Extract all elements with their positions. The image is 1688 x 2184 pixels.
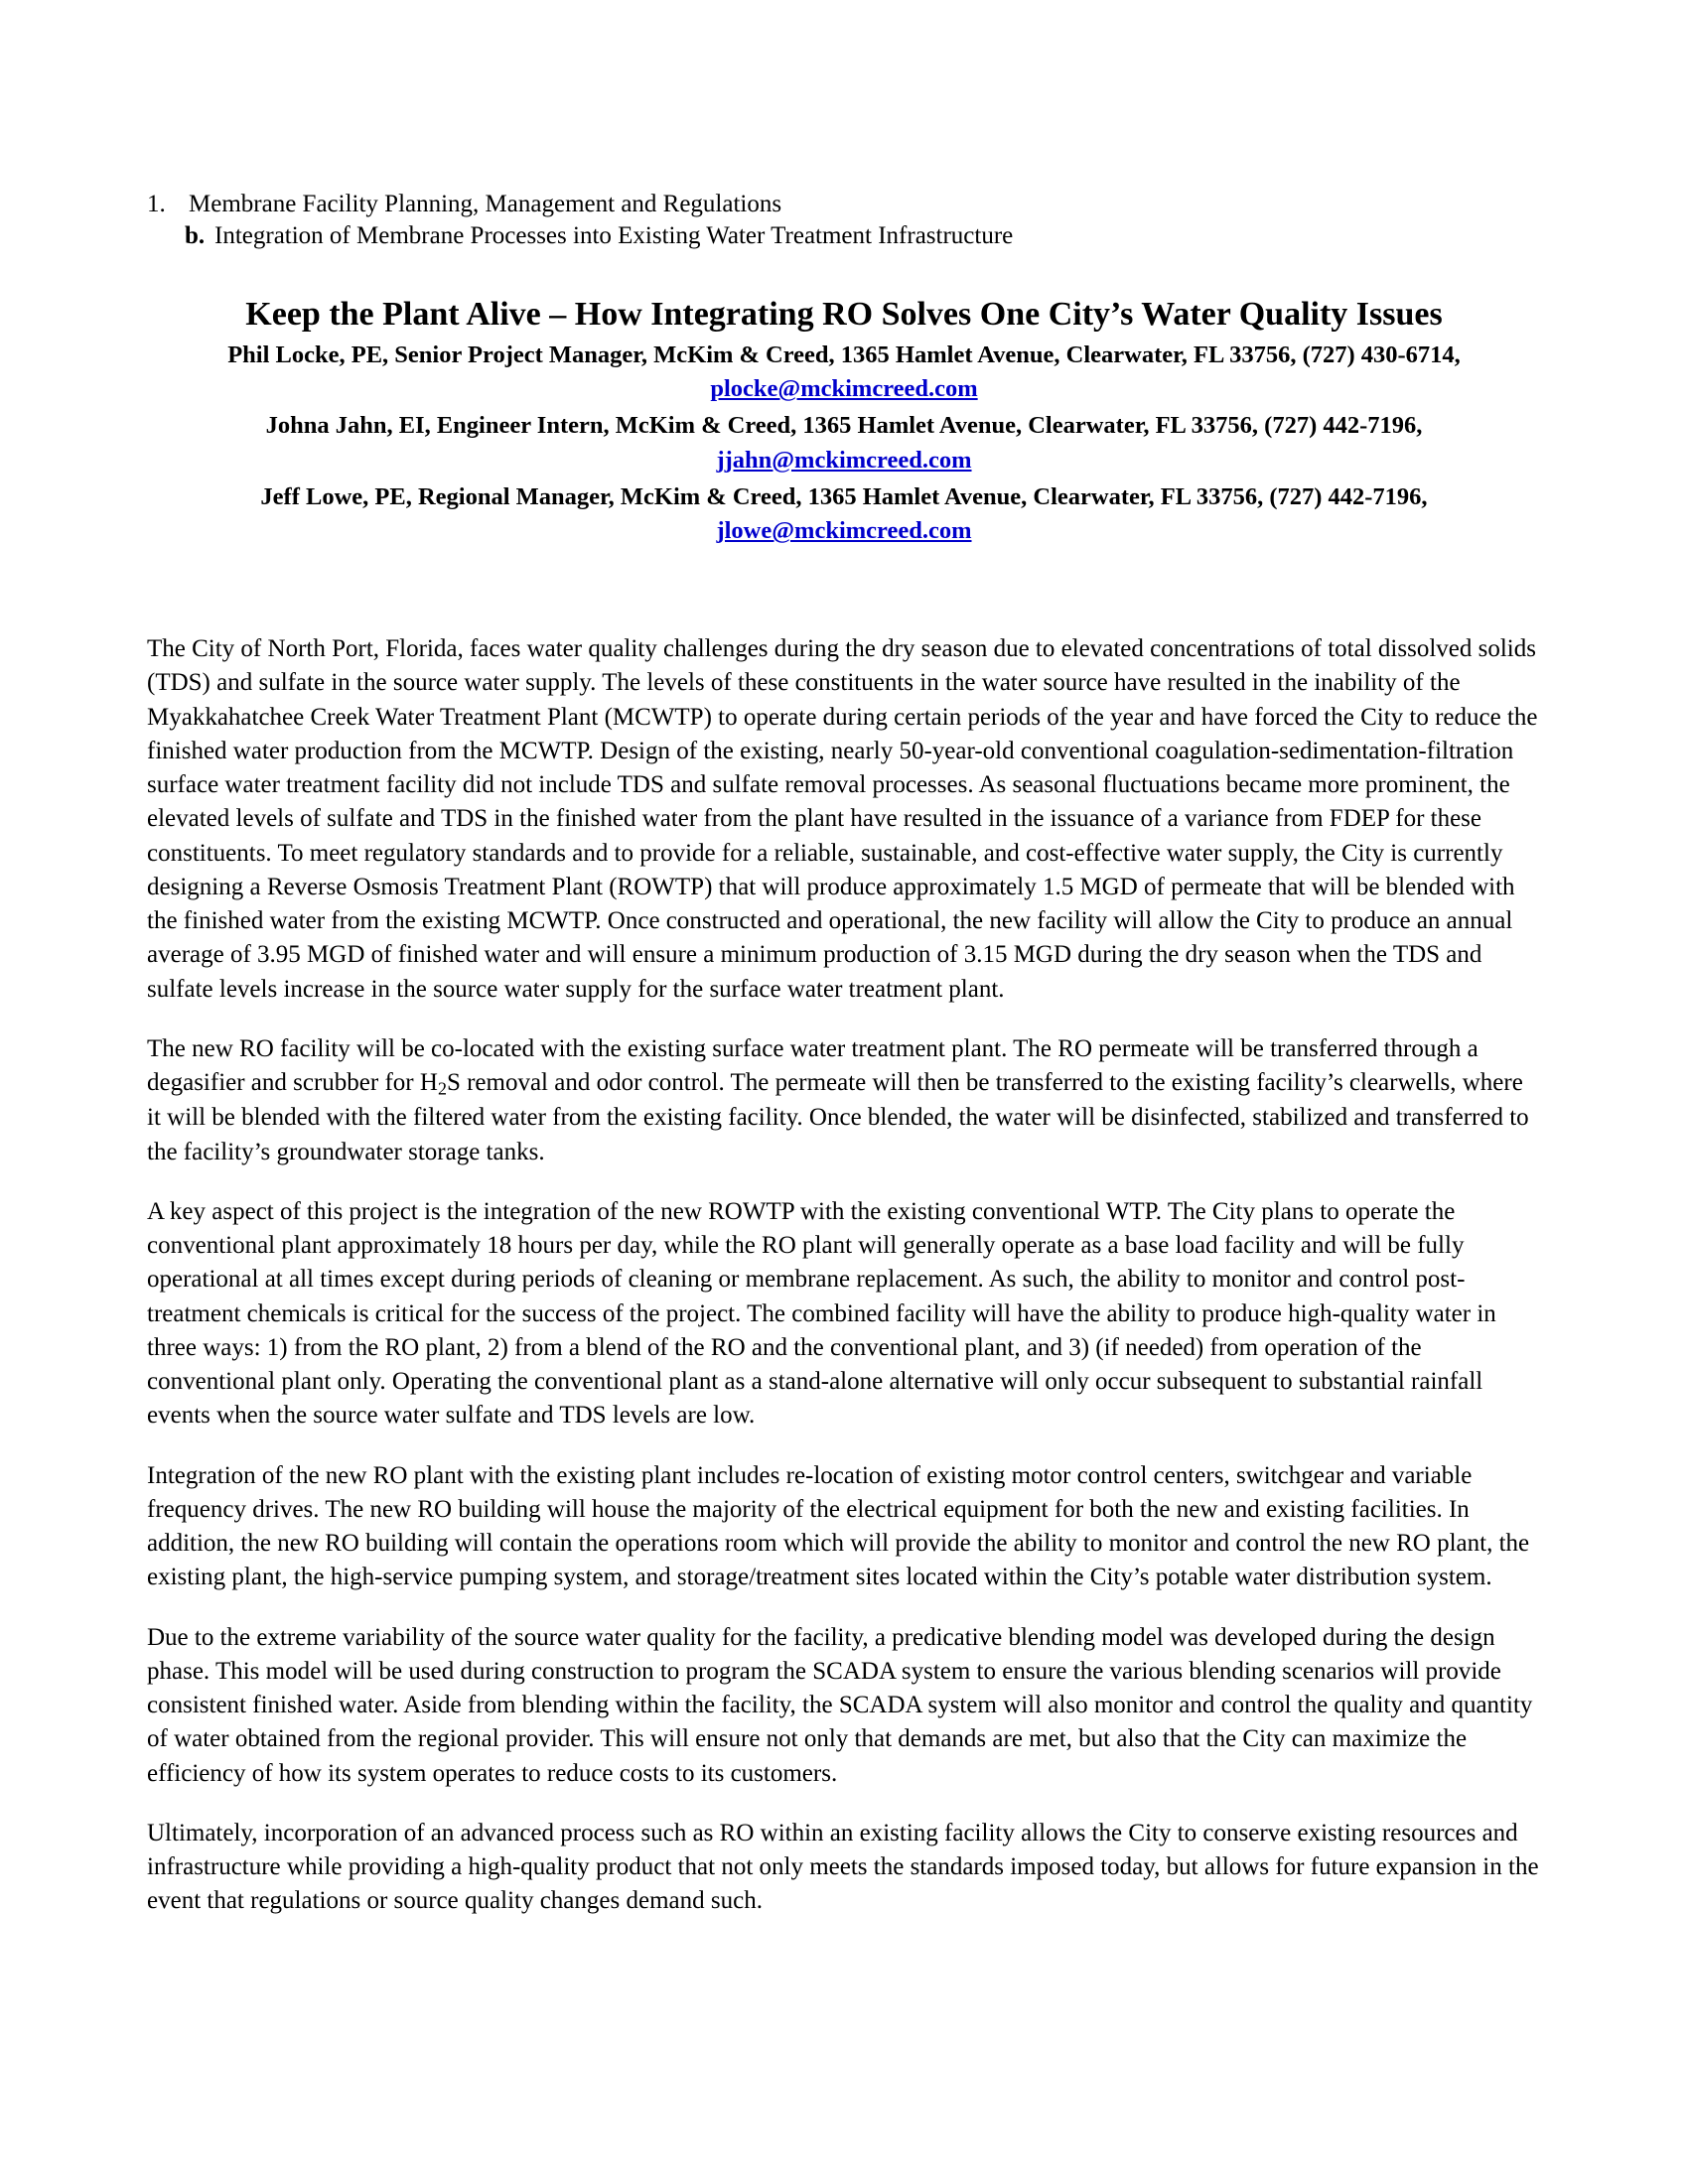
author-line-3: Jeff Lowe, PE, Regional Manager, McKim & Creed, 1365 Hamlet Avenue, Clearwater, FL 33756, (727) 442-7196, [260,482,1428,510]
author-email-line-3 [147,514,1541,549]
paragraph-5: Due to the extreme variability of the source water quality for the facility, a predicative blending model was developed during the design phase. This model will be used during construction to program the SCADA system to ensure the various blending scenarios will provide consistent finished water. Aside from blending within the facility, the SCADA system will also monitor and control the quality and quantity of water obtained from the regional provider. This will ensure not only that demands are met, but also that the City can maximize the efficiency of how its system operates to reduce costs to its customers. [147,1623,1533,1787]
author-email-line-1 [147,372,1541,407]
page-title: Keep the Plant Alive – How Integrating RO Solves One City’s Water Quality Issues [245,296,1443,333]
author-email-line-2 [147,444,1541,478]
email-link-jlowe[interactable]: jlowe@mckimcreed.com [716,517,972,545]
abstract-body [147,632,1541,1918]
subtopic-label: Integration of Membrane Processes into Existing Water Treatment Infrastructure [214,222,1014,249]
author-line-1: Phil Locke, PE, Senior Project Manager, McKim & Creed, 1365 Hamlet Avenue, Clearwater, FL 33756, (727) 430-6714, [227,341,1461,368]
topic-number: 1. [147,191,166,217]
topic-label: Membrane Facility Planning, Management and Regulations [189,191,782,217]
paragraph-4: Integration of the new RO plant with the existing plant includes re-location of existing motor control centers, switchgear and variable frequency drives. The new RO building will house the majority of the electrical equipment for both the new and existing facilities. In addition, the new RO building will contain the operations room which will provide the ability to monitor and control the new RO plant, the existing plant, the high-service pumping system, and storage/treatment sites located within the City’s potable water distribution system. [147,1461,1530,1591]
paragraph-6: Ultimately, incorporation of an advanced process such as RO within an existing facility allows the City to conserve existing resources and infrastructure while providing a high-quality product that not only meets the standards imposed today, but allows for future expansion in the event that regulations or source quality changes demand such. [147,1819,1539,1915]
topic-heading [147,189,1541,220]
email-link-jjahn[interactable]: jjahn@mckimcreed.com [716,446,972,474]
paragraph-2 [147,1032,1541,1169]
author-line-2: Johna Jahn, EI, Engineer Intern, McKim & Creed, 1365 Hamlet Avenue, Clearwater, FL 33756, (727) 442-7196, [265,412,1423,440]
email-link-plocke[interactable]: plocke@mckimcreed.com [710,375,978,403]
subtopic-heading [147,220,1541,252]
paragraph-1: The City of North Port, Florida, faces water quality challenges during the dry season due to elevated concentrations of total dissolved solids (TDS) and sulfate in the source water supply. The levels of these constituents in the water source have resulted in the inability of the Myakkahatchee Creek Water Treatment Plant (MCWTP) to operate during certain periods of the year and have forced the City to reduce the finished water production from the MCWTP. Design of the existing, nearly 50-year-old conventional coagulation-sedimentation-filtration surface water treatment facility did not include TDS and sulfate removal processes. As seasonal fluctuations became more prominent, the elevated levels of sulfate and TDS in the finished water from the plant have resulted in the issuance of a variance from FDEP for these constituents. To meet regulatory standards and to provide for a reliable, sustainable, and cost-effective water supply, the City is currently designing a Reverse Osmosis Treatment Plant (ROWTP) that will produce approximately 1.5 MGD of permeate that will be blended with the finished water from the existing MCWTP. Once constructed and operational, the new facility will allow the City to produce an annual average of 3.95 MGD of finished water and will ensure a minimum production of 3.15 MGD during the dry season when the TDS and sulfate levels increase in the source water supply for the surface water treatment plant. [147,635,1538,1003]
h2s-subscript: 2 [437,1078,447,1099]
subtopic-letter: b. [185,222,206,249]
paragraph-3: A key aspect of this project is the integration of the new ROWTP with the existing conventional WTP. The City plans to operate the conventional plant approximately 18 hours per day, while the RO plant will generally operate as a base load facility and will be fully operational at all times except during periods of cleaning or membrane replacement. As such, the ability to monitor and control post-treatment chemicals is critical for the success of the project. The combined facility will have the ability to produce high-quality water in three ways: 1) from the RO plant, 2) from a blend of the RO and the conventional plant, and 3) (if needed) from operation of the conventional plant only. Operating the conventional plant as a stand-alone alternative will only occur subsequent to substantial rainfall events when the source water sulfate and TDS levels are low. [147,1197,1496,1430]
paragraph-2-part-b: S removal and odor control. The permeate will then be transferred to the existing facility’s clearwells, where it will be blended with the filtered water from the existing facility. Once blended, the water will be disinfected, stabilized and transferred to the facility’s groundwater storage tanks. [147,1069,1529,1165]
paragraph-2-part-a: The new RO facility will be co-located with the existing surface water treatment plant. The RO permeate will be transferred through a degasifier and scrubber for H [147,1034,1478,1097]
